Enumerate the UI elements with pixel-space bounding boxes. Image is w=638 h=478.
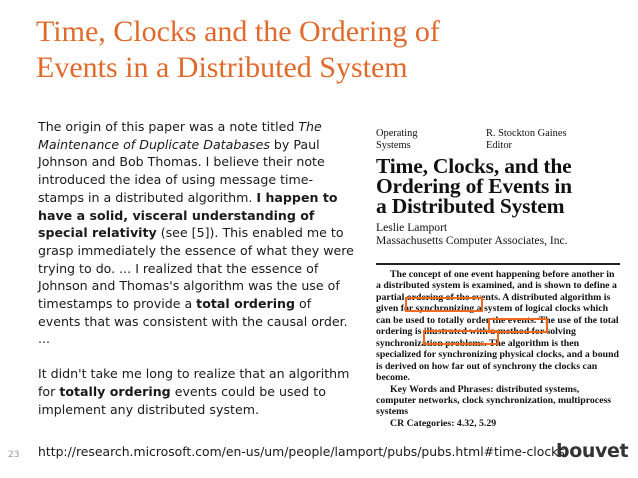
paper-editor-name: R. Stockton Gaines <box>486 128 567 139</box>
paper-section-2: Systems <box>376 139 411 151</box>
paper-editor-label: Editor <box>486 139 512 151</box>
paper-keywords: Key Words and Phrases: distributed systems, computer networks, clock synchronization, multiprocess systems <box>376 383 612 418</box>
p2-text-b: events could be used to implement any distributed system. <box>38 383 326 417</box>
paper-author: Leslie Lamport <box>376 221 448 234</box>
p1-text-b: by Paul Johnson and Bob Thomas. I believe their note introduced the idea of using message time-stamps in a distributed algorithm. <box>38 136 325 205</box>
title-line-2: Events in a Distributed System <box>36 51 408 84</box>
paper-abstract: The concept of one event happening before another in a distributed system is examined, and is shown to define a partial ordering of the events. A distributed algorithm is given for synchronizing a system of logical clocks which can be used to totally order the events. The use of the total ordering is illustrated with a method for solving synchronization problems. The algorithm is then specialized for synchronizing physical clocks, and a bound is derived on how far out of synchrony the clocks can become. <box>376 269 619 384</box>
paper-author-block <box>376 222 620 247</box>
p1-text-d: of events that was consistent with the causal order. ... <box>38 296 348 347</box>
title-line-1: Time, Clocks and the Ordering of <box>36 15 440 48</box>
page-number: 23 <box>8 450 20 460</box>
paper-title-line-2: Ordering of Events in <box>376 174 572 198</box>
paper-title-line-3: a Distributed System <box>376 194 565 218</box>
paper-title-line-1: Time, Clocks, and the <box>376 154 572 178</box>
p2-bold-totally-ordering: totally ordering <box>59 383 171 399</box>
paper-header <box>376 128 620 151</box>
paper-divider <box>376 263 620 265</box>
p1-bold-relativity: I happen to have a solid, visceral understanding of special relativity <box>38 189 338 241</box>
quote-text <box>38 118 354 435</box>
paper-affiliation: Massachusetts Computer Associates, Inc. <box>376 233 568 247</box>
paper-cr-categories: CR Categories: 4.32, 5.29 <box>390 417 497 429</box>
slide-title <box>36 14 616 86</box>
paragraph-1 <box>38 118 354 348</box>
highlight-total-ordering <box>423 330 499 345</box>
highlight-partial-ordering <box>405 297 483 312</box>
p1-note-title: The Maintenance of Duplicate Databases <box>38 119 322 152</box>
p1-text-a: The origin of this paper was a note titled <box>38 119 299 134</box>
paper-section-1: Operating <box>376 128 418 139</box>
paragraph-2 <box>38 365 354 418</box>
paper-title <box>376 156 620 216</box>
source-url[interactable]: http://research.microsoft.com/en-us/um/people/lamport/pubs/pubs.html#time-clocks <box>38 444 565 459</box>
p1-bold-total-ordering: total ordering <box>196 296 295 312</box>
p1-text-c: (see [5]). This enabled me to grasp immediately the essence of what they were trying to do. ... I realized that the essence of Johnson and Thomas's algorithm was the use of timestamps to provide a <box>38 225 354 312</box>
p2-text-a: It didn't take me long to realize that an algorithm for <box>38 366 350 399</box>
paper-excerpt <box>376 128 620 429</box>
bouvet-logo: bouvet <box>556 440 629 462</box>
